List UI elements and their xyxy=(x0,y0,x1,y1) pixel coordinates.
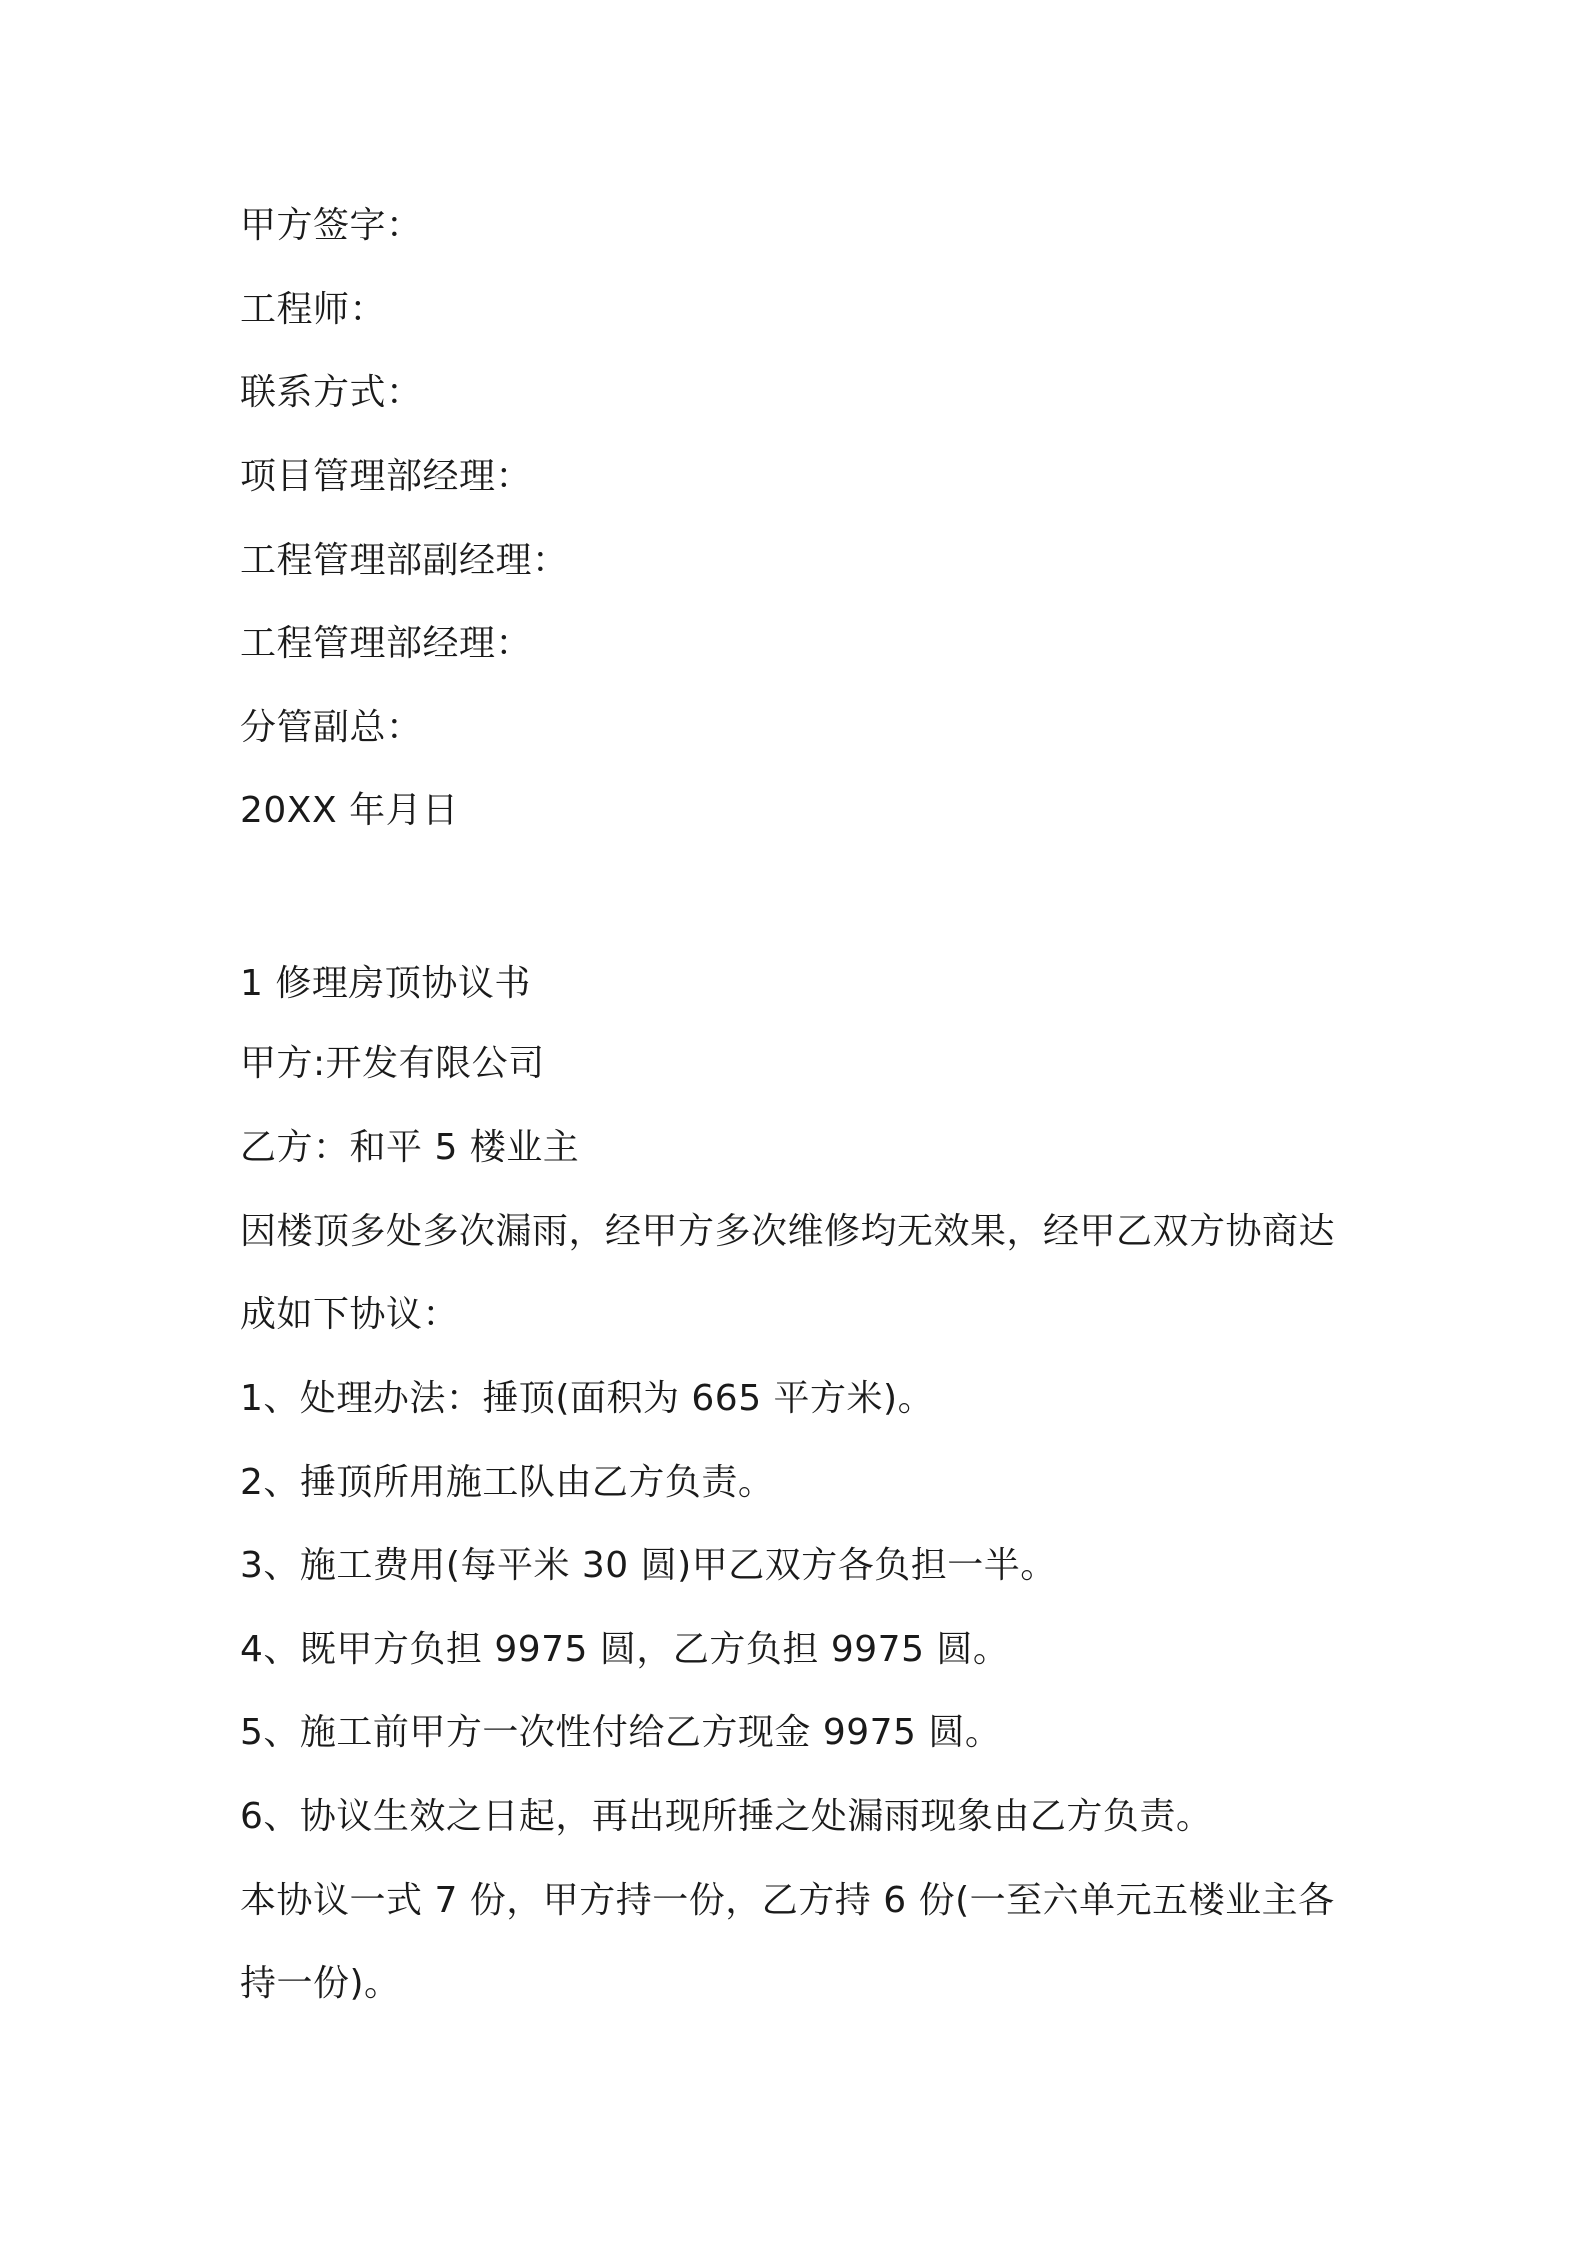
copies-line-2: 持一份)。 xyxy=(240,1963,401,2004)
vice-president-label: 分管副总： xyxy=(240,707,423,748)
clause-3: 3、施工费用(每平米 30 圆)甲乙双方各负担一半。 xyxy=(240,1545,1057,1586)
engineering-manager-label: 工程管理部经理： xyxy=(240,623,533,664)
party-a-line: 甲方:开发有限公司 xyxy=(240,1043,545,1084)
copies-line-1: 本协议一式 7 份，甲方持一份，乙方持 6 份(一至六单元五楼业主各 xyxy=(240,1880,1335,1921)
project-manager-label: 项目管理部经理： xyxy=(240,456,533,497)
party-a-signature-label: 甲方签字： xyxy=(240,205,423,246)
clause-2: 2、捶顶所用施工队由乙方负责。 xyxy=(240,1462,775,1503)
contact-label: 联系方式： xyxy=(240,372,423,413)
clause-6: 6、协议生效之日起，再出现所捶之处漏雨现象由乙方负责。 xyxy=(240,1796,1213,1837)
engineer-label: 工程师： xyxy=(240,289,387,330)
clause-1: 1、处理办法：捶顶(面积为 665 平方米)。 xyxy=(240,1378,935,1419)
date-line: 20XX 年月日 xyxy=(240,790,459,831)
intro-paragraph-line-2: 成如下协议： xyxy=(240,1294,460,1335)
agreement-title: 1 修理房顶协议书 xyxy=(240,963,531,1004)
clause-5: 5、施工前甲方一次性付给乙方现金 9975 圆。 xyxy=(240,1712,1002,1753)
intro-paragraph-line-1: 因楼顶多处多次漏雨，经甲方多次维修均无效果，经甲乙双方协商达 xyxy=(240,1211,1336,1252)
clause-4: 4、既甲方负担 9975 圆，乙方负担 9975 圆。 xyxy=(240,1629,1010,1670)
deputy-engineering-manager-label: 工程管理部副经理： xyxy=(240,540,569,581)
party-b-line: 乙方：和平 5 楼业主 xyxy=(240,1127,580,1168)
